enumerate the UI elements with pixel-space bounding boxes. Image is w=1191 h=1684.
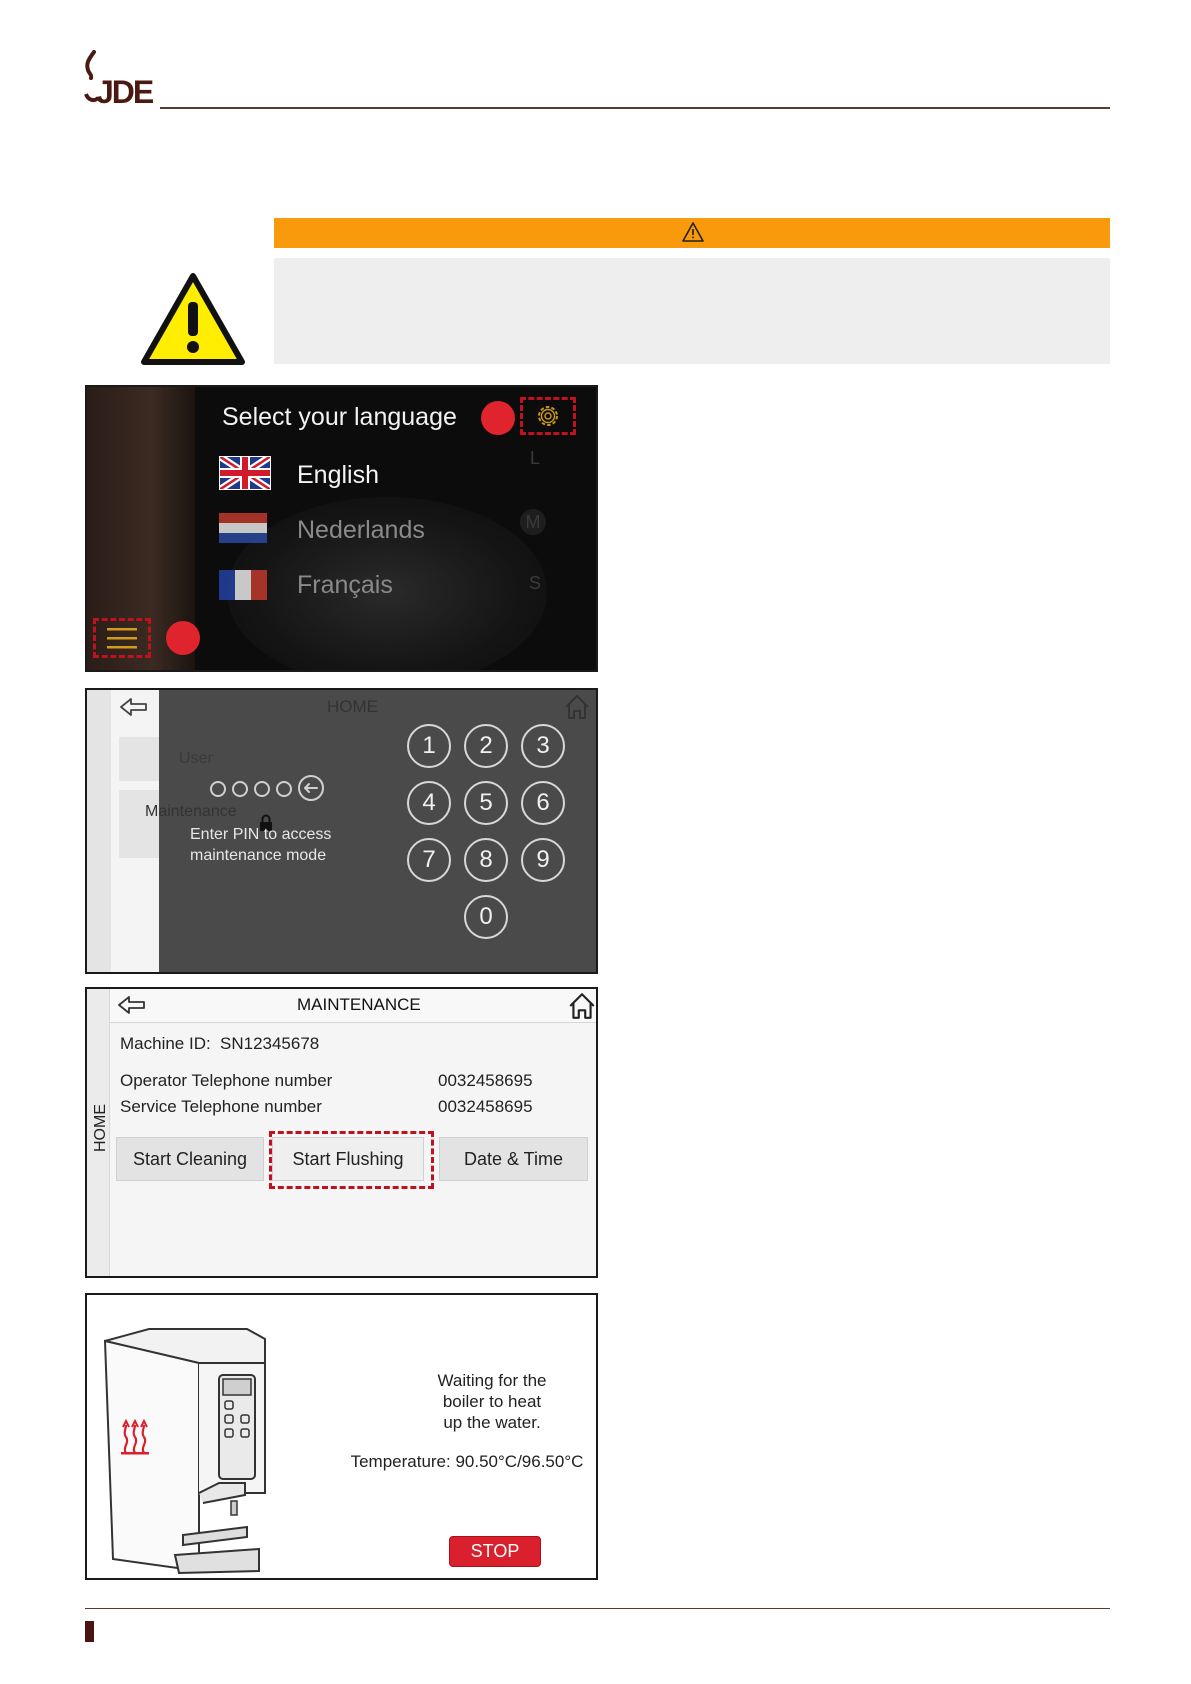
language-english[interactable]: English <box>297 461 379 489</box>
pin-prompt-line2: maintenance mode <box>190 847 327 864</box>
pin-prompt-line1: Enter PIN to access <box>190 826 332 843</box>
start-flushing-button[interactable]: Start Flushing <box>272 1137 424 1181</box>
maintenance-title: MAINTENANCE <box>297 995 421 1014</box>
temperature-readout: Temperature: 90.50°C/96.50°C <box>350 1452 584 1471</box>
pin-screen-title: HOME <box>327 697 378 716</box>
pin-dot <box>254 781 270 797</box>
nl-flag-icon[interactable] <box>219 513 271 547</box>
home-icon[interactable] <box>563 693 591 721</box>
stop-button[interactable]: STOP <box>449 1536 541 1567</box>
footer-rule <box>85 1608 1110 1609</box>
user-menu-label: User <box>179 750 213 767</box>
warning-bar <box>274 218 1110 248</box>
side-strip <box>87 690 111 972</box>
pin-key-1[interactable]: 1 <box>407 724 451 768</box>
heat-waves-icon <box>120 1419 150 1455</box>
callout-marker <box>481 401 515 435</box>
fr-flag-icon[interactable] <box>219 570 271 604</box>
waiting-line2: boiler to heat <box>442 1392 542 1411</box>
home-icon[interactable] <box>567 991 597 1021</box>
language-title: Select your language <box>222 403 457 431</box>
heating-screen <box>85 1293 598 1580</box>
date-time-button[interactable]: Date & Time <box>439 1137 588 1181</box>
logo-text: JDE <box>96 74 153 110</box>
pin-dot <box>276 781 292 797</box>
machine-id-value: SN12345678 <box>220 1034 320 1053</box>
warning-triangle-icon <box>682 222 704 242</box>
pin-key-6[interactable]: 6 <box>521 781 565 825</box>
warning-sign-icon <box>140 272 246 366</box>
maintenance-screen <box>85 987 598 1278</box>
uk-flag-icon[interactable] <box>219 456 271 490</box>
footer-mark <box>85 1621 94 1642</box>
pin-key-3[interactable]: 3 <box>521 724 565 768</box>
machine-id-label: Machine ID: <box>120 1034 211 1053</box>
size-l-label: L <box>529 448 540 468</box>
waiting-line3: up the water. <box>443 1413 541 1432</box>
maintenance-menu-label: Maintenance <box>145 803 237 820</box>
pin-key-8[interactable]: 8 <box>464 838 508 882</box>
start-cleaning-button[interactable]: Start Cleaning <box>116 1137 264 1181</box>
gear-icon[interactable] <box>534 402 562 430</box>
service-phone-label: Service Telephone number <box>120 1097 322 1116</box>
hamburger-menu-icon[interactable] <box>107 626 137 650</box>
size-m-label: M <box>520 509 546 535</box>
pin-key-0[interactable]: 0 <box>464 895 508 939</box>
backspace-icon[interactable] <box>297 774 325 802</box>
operator-phone-label: Operator Telephone number <box>120 1071 333 1090</box>
pin-key-5[interactable]: 5 <box>464 781 508 825</box>
back-arrow-icon[interactable] <box>117 994 147 1016</box>
pin-key-9[interactable]: 9 <box>521 838 565 882</box>
size-s-label: S <box>528 573 541 593</box>
pin-dot <box>232 781 248 797</box>
back-arrow-icon[interactable] <box>119 696 149 718</box>
pin-dot <box>210 781 226 797</box>
pin-key-4[interactable]: 4 <box>407 781 451 825</box>
warning-content-box <box>274 258 1110 364</box>
header-rule <box>160 107 1110 109</box>
language-dutch[interactable]: Nederlands <box>297 516 425 544</box>
home-side-label: HOME <box>92 1104 109 1152</box>
flushing-highlight <box>269 1131 434 1189</box>
pin-key-2[interactable]: 2 <box>464 724 508 768</box>
callout-marker <box>166 621 200 655</box>
language-screen <box>85 385 598 672</box>
service-phone-value: 0032458695 <box>438 1097 533 1116</box>
operator-phone-value: 0032458695 <box>438 1071 533 1090</box>
pin-screen <box>85 688 598 974</box>
pin-key-7[interactable]: 7 <box>407 838 451 882</box>
waiting-line1: Waiting for the <box>437 1371 547 1390</box>
jde-logo <box>82 50 154 112</box>
home-side-tab[interactable] <box>87 989 110 1276</box>
language-french[interactable]: Français <box>297 571 393 599</box>
